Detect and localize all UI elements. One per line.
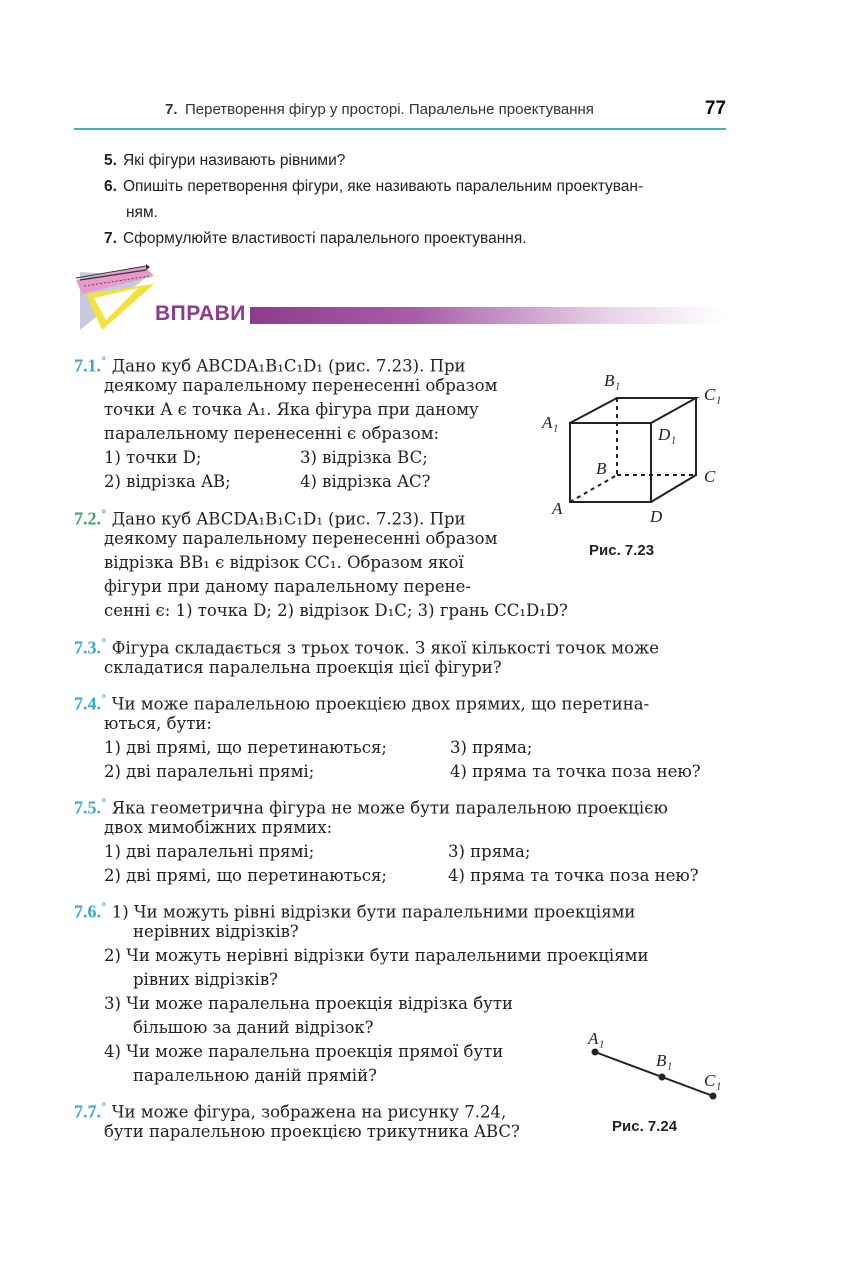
exercises-section-icon (72, 264, 162, 336)
exercise-7-6-line3: 2) Чи можуть нерівні відрізки бути паралельними проекціями (104, 946, 649, 965)
figure-7-24-segment (582, 1024, 732, 1104)
exercise-7-1-option2: 2) відрізка AB; (104, 472, 231, 491)
exercise-7-5-line1: 7.5.° Яка геометрична фігура не може бути паралельною проекцією (74, 797, 668, 818)
label-C: C (704, 467, 716, 486)
right-face (651, 398, 696, 502)
exercise-7-1-line4: паралельному перенесенні є образом: (104, 424, 440, 443)
label-B1: B₁ (656, 1051, 673, 1070)
exercise-7-2-line5: сенні є: 1) точка D; 2) відрізок D₁C; 3) грань CC₁D₁D? (104, 601, 568, 620)
point-B1 (659, 1074, 666, 1081)
label-A: A (552, 499, 563, 518)
section-bar (250, 307, 726, 324)
exercise-7-6-line4: рівних відрізків? (133, 970, 278, 989)
segment-A1C1 (595, 1052, 713, 1096)
label-B1: B₁ (604, 371, 621, 390)
question-6-cont: ням. (126, 204, 158, 221)
edge-AB (570, 475, 617, 502)
chapter-number: 7. (165, 101, 178, 118)
figure-7-23-cube (538, 368, 738, 533)
top-face (570, 398, 696, 423)
exercise-7-2-line4: фігури при даному паралельному перене- (104, 577, 471, 596)
exercise-7-4-option1: 1) дві прямі, що перетинаються; (104, 738, 387, 757)
point-A1 (592, 1049, 599, 1056)
exercise-7-6-line1: 7.6.° 1) Чи можуть рівні відрізки бути паралельними проекціями (74, 901, 636, 922)
exercise-7-1-line1: 7.1.° Дано куб ABCDA₁B₁C₁D₁ (рис. 7.23). При (74, 355, 466, 376)
label-C1: C₁ (704, 385, 722, 404)
label-B: B (596, 459, 607, 478)
exercise-7-7-line2: бути паралельною проекцією трикутника ABC? (104, 1122, 520, 1141)
question-6: 6. Опишіть перетворення фігури, яке називають паралельним проектуван- (104, 178, 644, 195)
front-face (570, 423, 651, 502)
exercise-7-2-line3: відрізка BB₁ є відрізок CC₁. Образом якої (104, 553, 464, 572)
exercise-7-4-option3: 3) пряма; (450, 738, 533, 757)
exercise-7-4-option2: 2) дві паралельні прямі; (104, 762, 315, 781)
question-5: 5. Які фігури називають рівними? (104, 152, 346, 169)
exercise-7-6-line8: паралельною даній прямій? (133, 1066, 377, 1085)
label-D: D (650, 507, 663, 526)
exercise-7-6-line5: 3) Чи може паралельна проекція відрізка бути (104, 994, 513, 1013)
section-title: ВПРАВИ (155, 302, 246, 325)
exercise-7-4-line2: ються, бути: (104, 714, 212, 733)
question-7: 7. Сформулюйте властивості паралельного проектування. (104, 230, 527, 247)
exercise-7-1-line2: деякому паралельному перенесенні образом (104, 376, 498, 395)
exercise-7-5-option1: 1) дві паралельні прямі; (104, 842, 315, 861)
exercise-7-2-line2: деякому паралельному перенесенні образом (104, 529, 498, 548)
exercise-7-2-line1: 7.2.° Дано куб ABCDA₁B₁C₁D₁ (рис. 7.23). При (74, 508, 466, 529)
exercise-7-5-line2: двох мимобіжних прямих: (104, 818, 333, 837)
page-number: 77 (704, 98, 726, 119)
exercise-7-4-option4: 4) пряма та точка поза нею? (450, 762, 701, 781)
figure-7-24-caption: Рис. 7.24 (612, 1118, 678, 1135)
exercise-7-6-line2: нерівних відрізків? (133, 922, 299, 941)
chapter-title: Перетворення фігур у просторі. Паралельне проектування (185, 101, 594, 118)
exercise-7-1-option3: 3) відрізка BC; (300, 448, 428, 467)
exercise-7-3-line2: складатися паралельна проекція цієї фігури? (104, 658, 502, 677)
exercise-7-1-option4: 4) відрізка AC? (300, 472, 431, 491)
exercise-7-5-option2: 2) дві прямі, що перетинаються; (104, 866, 387, 885)
exercise-7-6-line6: більшою за даний відрізок? (133, 1018, 374, 1037)
point-C1 (710, 1093, 717, 1100)
exercise-7-1-option1: 1) точки D; (104, 448, 202, 467)
label-C1: C₁ (704, 1071, 722, 1090)
exercise-7-1-line3: точки A є точка A₁. Яка фігура при даному (104, 400, 479, 419)
exercise-7-7-line1: 7.7.° Чи може фігура, зображена на рисунку 7.24, (74, 1101, 507, 1122)
exercise-7-3-line1: 7.3.° Фігура складається з трьох точок. З якої кількості точок може (74, 637, 660, 658)
label-A1: A₁ (588, 1029, 605, 1048)
exercise-7-4-line1: 7.4.° Чи може паралельною проекцією двох прямих, що перетина- (74, 693, 650, 714)
label-A1: A₁ (542, 413, 559, 432)
header-divider (74, 128, 726, 130)
label-D1: D₁ (658, 425, 677, 444)
running-header (74, 98, 726, 123)
exercise-7-5-option3: 3) пряма; (448, 842, 531, 861)
exercise-7-6-line7: 4) Чи може паралельна проекція прямої бути (104, 1042, 504, 1061)
figure-7-23-caption: Рис. 7.23 (589, 542, 655, 559)
exercise-7-5-option4: 4) пряма та точка поза нею? (448, 866, 699, 885)
